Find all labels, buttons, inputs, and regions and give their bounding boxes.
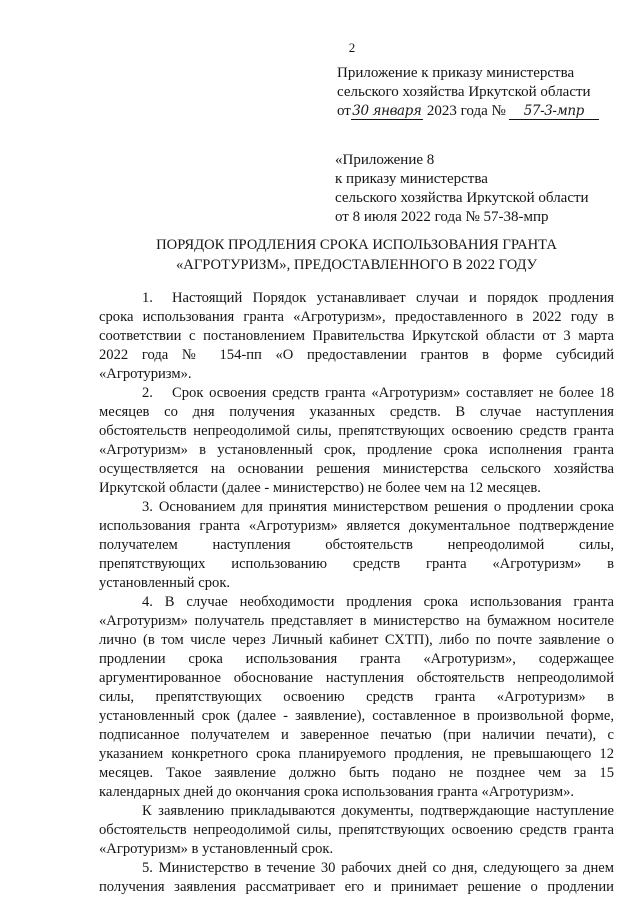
text-line — [99, 289, 614, 308]
appendix-line: «Приложение 8 — [335, 151, 435, 168]
text-line — [99, 859, 614, 878]
line-text: обстоятельств непреодолимой силы, препятствующих освоению средств гранта — [99, 422, 614, 439]
line-text: срока использования гранта «Агротуризм», предоставленного в 2022 году в — [99, 308, 614, 325]
line-text: аргументированное обоснование наступления обстоятельств непреодолимой — [99, 669, 614, 686]
line-text: использования гранта «Агротуризм» является документальное подтверждение — [99, 517, 614, 534]
document-title — [99, 235, 614, 275]
line-text: продлении срока использования гранта «Агротуризм», содержащее — [99, 650, 614, 667]
text-line — [99, 802, 614, 821]
page-number: 2 — [348, 40, 356, 55]
text-line — [99, 517, 614, 536]
text-line — [99, 555, 614, 574]
line-text: лично (в том числе через Личный кабинет СХТП), либо по почте заявление о — [99, 631, 614, 648]
line-text: «Агротуризм» в установленный срок. — [99, 840, 334, 857]
line-text: Срок освоения средств гранта «Агротуризм» составляет не более 18 — [172, 384, 614, 401]
line-text: установленный срок. — [99, 574, 231, 591]
line-text: календарных дней до окончания срока использования гранта «Агротуризм». — [99, 783, 575, 800]
text-line — [99, 403, 614, 422]
paragraph-number: 2. — [142, 384, 153, 401]
line-text: установленный срок (далее - заявление), составленное в произвольной форме, — [99, 707, 614, 724]
text-line — [99, 441, 614, 460]
text-line — [99, 707, 614, 726]
text-line — [99, 365, 614, 384]
text-line — [99, 650, 614, 669]
text-line — [99, 840, 614, 859]
appendix-line: от 8 июля 2022 года № 57-38-мпр — [335, 208, 549, 225]
title-line: ПОРЯДОК ПРОДЛЕНИЯ СРОКА ИСПОЛЬЗОВАНИЯ ГРАНТА — [156, 237, 557, 253]
text-line — [99, 631, 614, 650]
appendix-line: к приказу министерства — [335, 170, 488, 187]
text-line — [99, 460, 614, 479]
line-text: получения заявления рассматривает его и принимает решение о продлении — [99, 878, 614, 895]
line-text: Настоящий Порядок устанавливает случаи и порядок продления — [172, 289, 614, 306]
order-header — [337, 64, 599, 121]
handwritten-date: 30 января — [352, 102, 422, 119]
text-line — [99, 764, 614, 783]
line-text: препятствующих использованию средств гранта «Агротуризм» в — [99, 555, 614, 572]
title-line: «АГРОТУРИЗМ», ПРЕДОСТАВЛЕННОГО В 2022 ГОДУ — [175, 257, 538, 273]
text-line — [99, 878, 614, 897]
line-text: К заявлению прикладываются документы, подтверждающие наступление — [142, 802, 614, 819]
paragraph-3 — [99, 498, 614, 593]
text-line — [99, 327, 614, 346]
line-text: 4. В случае необходимости продления срока использования гранта — [142, 593, 614, 610]
text-line — [99, 612, 614, 631]
line-text: «Агротуризм» в установленный срок, продление срока исполнения гранта — [99, 441, 614, 458]
text-line — [99, 669, 614, 688]
date-prefix: от — [337, 102, 351, 119]
header-line-2: сельского хозяйства Иркутской области — [337, 83, 591, 100]
line-text: обстоятельств непреодолимой силы, препятствующих освоению средств гранта — [99, 821, 614, 838]
appendix-line: сельского хозяйства Иркутской области — [335, 189, 589, 206]
text-line — [99, 726, 614, 745]
line-text: соответствии с постановлением Правительства Иркутской области от 3 марта — [99, 327, 614, 344]
paragraph-6 — [99, 859, 614, 897]
document-body — [99, 289, 614, 897]
paragraph-1 — [99, 289, 614, 384]
handwritten-order-number: 57-3-мпр — [509, 103, 599, 120]
text-line — [99, 346, 614, 365]
line-text: Иркутской области (далее - министерство) не более чем на 12 месяцев. — [99, 479, 541, 496]
text-line — [99, 498, 614, 517]
line-text: подписанное получателем и заверенное печатью (при наличии печати), с — [99, 726, 614, 743]
line-text: месяцев. Такое заявление должно быть подано не позднее чем за 15 — [99, 764, 614, 781]
header-date-line — [337, 102, 599, 121]
text-line — [99, 593, 614, 612]
text-line — [99, 422, 614, 441]
line-text: осуществляется на основании решения министерства сельского хозяйства — [99, 460, 614, 477]
line-text: 5. Министерство в течение 30 рабочих дней со дня, следующего за днем — [142, 859, 614, 876]
text-line — [99, 688, 614, 707]
line-text: указанием конкретного срока планируемого продления, не превышающего 12 — [99, 745, 614, 762]
paragraph-5 — [99, 802, 614, 859]
text-line — [99, 821, 614, 840]
text-line — [99, 783, 614, 802]
line-text: 2022 года № 154-пп «О предоставлении грантов в форме субсидий — [99, 346, 614, 363]
line-text: «Агротуризм» получатель представляет в министерство на бумажном носителе — [99, 612, 614, 629]
date-middle: 2023 года № — [426, 102, 506, 119]
paragraph-2 — [99, 384, 614, 498]
text-line — [99, 536, 614, 555]
line-text: «Агротуризм». — [99, 365, 192, 382]
text-line — [99, 574, 614, 593]
text-line — [99, 745, 614, 764]
text-line — [99, 479, 614, 498]
header-line-1: Приложение к приказу министерства — [337, 64, 575, 81]
line-text: 3. Основанием для принятия министерством решения о продлении срока — [142, 498, 614, 515]
paragraph-4 — [99, 593, 614, 802]
line-text: силы, препятствующих освоению средств гранта «Агротуризм» в — [99, 688, 614, 705]
paragraph-number: 1. — [142, 289, 153, 306]
line-text: месяцев со дня получения указанных средств. В случае наступления — [99, 403, 614, 420]
text-line — [99, 308, 614, 327]
appendix-reference — [335, 151, 589, 227]
line-text: получателем наступления обстоятельств непреодолимой силы, — [99, 536, 614, 553]
text-line — [99, 384, 614, 403]
